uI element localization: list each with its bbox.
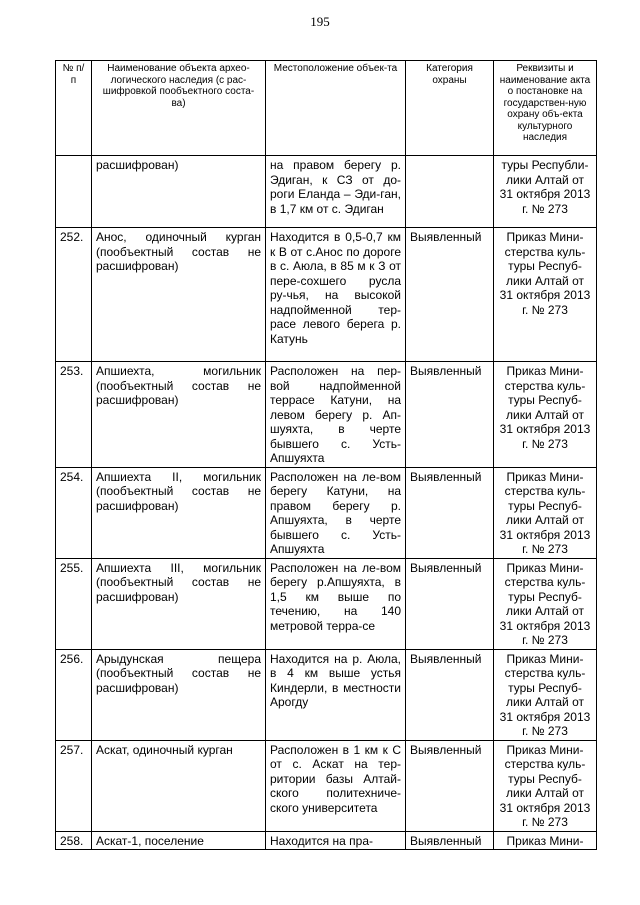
row-name: Аскат, одиночный курган xyxy=(92,740,266,831)
row-category: Выявленный xyxy=(406,831,494,850)
row-category: Выявленный xyxy=(406,558,494,649)
row-location: Находится на пра- xyxy=(266,831,406,850)
table-row xyxy=(56,156,597,228)
header-decree: Реквизиты и наименование акта о постановке на государствен-ную охрану объ-екта культурного наследия xyxy=(494,61,597,156)
row-location: Находится на р. Аюла, в 4 км выше устья Киндерли, в местности Арогду xyxy=(266,649,406,740)
table-row xyxy=(56,649,597,740)
table-row xyxy=(56,740,597,831)
row-decree: Приказ Мини-стерства куль-туры Респуб-лики Алтай от 31 октября 2013 г. № 273 xyxy=(494,228,597,362)
row-name: расшифрован) xyxy=(92,156,266,228)
row-location: на правом берегу р. Эдиган, к СЗ от до-роги Еланда – Эди-ган, в 1,7 км от с. Эдиган xyxy=(266,156,406,228)
row-category: Выявленный xyxy=(406,362,494,468)
table-header-row xyxy=(56,61,597,156)
row-decree: Приказ Мини- xyxy=(494,831,597,850)
table-row xyxy=(56,362,597,468)
row-name: Аскат-1, поселение xyxy=(92,831,266,850)
row-category: Выявленный xyxy=(406,740,494,831)
row-num: 257. xyxy=(56,740,92,831)
row-category: Выявленный xyxy=(406,228,494,362)
row-category: Выявленный xyxy=(406,467,494,558)
row-num: 252. xyxy=(56,228,92,362)
row-num: 254. xyxy=(56,467,92,558)
row-location: Расположен на ле-вом берегу Катуни, на правом берегу р. Апшуяхта, в черте бывшего с. Усть-Апшуяхта xyxy=(266,467,406,558)
row-location: Расположен на ле-вом берегу р.Апшуяхта, в 1,5 км выше по течению, на 140 метровой терра-се xyxy=(266,558,406,649)
heritage-registry-table xyxy=(55,60,597,850)
row-location: Расположен в 1 км к С от с. Аскат на тер-ритории базы Алтай-ского политехниче-ского университета xyxy=(266,740,406,831)
row-decree: Приказ Мини-стерства куль-туры Респуб-лики Алтай от 31 октября 2013 г. № 273 xyxy=(494,649,597,740)
row-name: Апшиехта II, могильник (пообъектный состав не расшифрован) xyxy=(92,467,266,558)
row-category: Выявленный xyxy=(406,649,494,740)
row-num: 258. xyxy=(56,831,92,850)
row-category xyxy=(406,156,494,228)
row-location: Находится в 0,5-0,7 км к В от с.Анос по дороге в с. Аюла, в 85 м к З от пере-сохшего русла ру-чья, на высокой надпойменной тер-расе левого берега р. Катунь xyxy=(266,228,406,362)
header-category: Категория охраны xyxy=(406,61,494,156)
row-decree: Приказ Мини-стерства куль-туры Респуб-лики Алтай от 31 октября 2013 г. № 273 xyxy=(494,467,597,558)
row-location: Расположен на пер-вой надпойменной террасе Катуни, на левом берегу р. Ап-шуяхта, в черте бывшего с. Усть-Апшуяхта xyxy=(266,362,406,468)
table-row xyxy=(56,558,597,649)
row-num: 253. xyxy=(56,362,92,468)
row-decree: Приказ Мини-стерства куль-туры Респуб-лики Алтай от 31 октября 2013 г. № 273 xyxy=(494,740,597,831)
header-name: Наименование объекта архео-логического наследия (с рас-шифровкой пообъектного соста-ва) xyxy=(92,61,266,156)
row-num: 255. xyxy=(56,558,92,649)
row-num: 256. xyxy=(56,649,92,740)
row-decree: Приказ Мини-стерства куль-туры Респуб-лики Алтай от 31 октября 2013 г. № 273 xyxy=(494,558,597,649)
row-num xyxy=(56,156,92,228)
row-name: Апшиехта III, могильник (пообъектный состав не расшифрован) xyxy=(92,558,266,649)
table-row xyxy=(56,467,597,558)
header-location: Местоположение объек-та xyxy=(266,61,406,156)
page-number: 195 xyxy=(310,14,330,29)
row-name: Арыдунская пещера (пообъектный состав не расшифрован) xyxy=(92,649,266,740)
row-decree: Приказ Мини-стерства куль-туры Респуб-лики Алтай от 31 октября 2013 г. № 273 xyxy=(494,362,597,468)
header-num: № п/п xyxy=(56,61,92,156)
table-row xyxy=(56,228,597,362)
row-name: Анос, одиночный курган (пообъектный состав не расшифрован) xyxy=(92,228,266,362)
row-name: Апшиехта, могильник (пообъектный состав не расшифрован) xyxy=(92,362,266,468)
table-row xyxy=(56,831,597,850)
row-decree: туры Республи-лики Алтай от 31 октября 2013 г. № 273 xyxy=(494,156,597,228)
